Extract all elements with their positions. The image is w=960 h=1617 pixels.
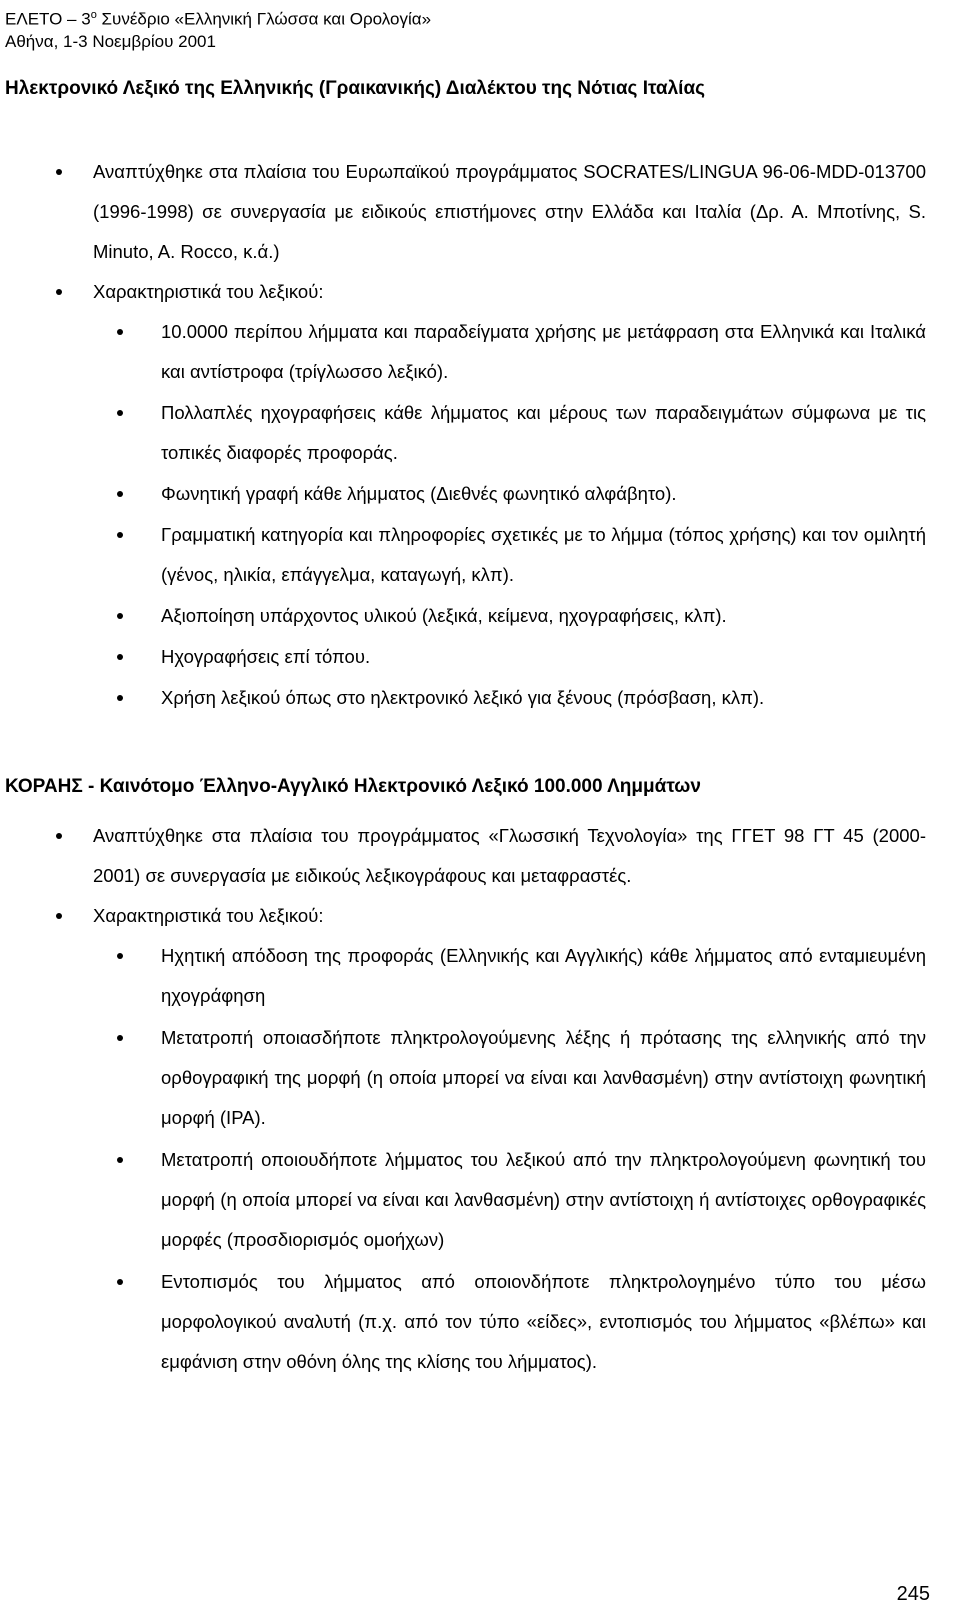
section2-features-label: Χαρακτηριστικά του λεξικού: bbox=[0, 896, 960, 936]
section1-body bbox=[0, 152, 960, 719]
page-number: 245 bbox=[896, 1583, 930, 1605]
list-item: Πολλαπλές ηχογραφήσεις κάθε λήμματος και μέρους των παραδειγμάτων σύμφωνα με τις τοπικές διαφορές προφοράς. bbox=[0, 393, 960, 473]
section1-features-label: Χαρακτηριστικά του λεξικού: bbox=[0, 272, 960, 312]
section2-intro: Αναπτύχθηκε στα πλαίσια του προγράμματος «Γλωσσική Τεχνολογία» της ΓΓΕΤ 98 ΓΤ 45 (2000-2001) σε συνεργασία με ειδικούς λεξικογράφους και μεταφραστές. bbox=[0, 816, 960, 896]
section2-features-list bbox=[0, 936, 960, 1382]
list-item: Εντοπισμός του λήμματος από οποιονδήποτε πληκτρολογημένο τύπο του μέσω μορφολογικού αναλυτή (π.χ. από τον τύπο «είδες», εντοπισμός του λήμματος «βλέπω» και εμφάνιση στην οθόνη όλης της κλίσης του λήμματος). bbox=[0, 1262, 960, 1382]
list-item: Μετατροπή οποιασδήποτε πληκτρολογούμενης λέξης ή πρότασης της ελληνικής από την ορθογραφική της μορφή (η οποία μπορεί να είναι και λανθασμένη) στην αντίστοιχη φωνητική μορφή (IPA). bbox=[0, 1018, 960, 1138]
section1-features-list bbox=[0, 312, 960, 718]
list-item: Αξιοποίηση υπάρχοντος υλικού (λεξικά, κείμενα, ηχογραφήσεις, κλπ). bbox=[0, 596, 960, 636]
conference-date: Αθήνα, 1-3 Νοεμβρίου 2001 bbox=[5, 31, 216, 51]
section1-intro: Αναπτύχθηκε στα πλαίσια του Ευρωπαϊκού προγράμματος SOCRATES/LINGUA 96-06-MDD-013700 (1996-1998) σε συνεργασία με ειδικούς επιστήμονες στην Ελλάδα και Ιταλία (Δρ. Α. Μποτίνης, S. Minuto, A. Rocco, κ.ά.) bbox=[0, 152, 960, 272]
list-item: Ηχογραφήσεις επί τόπου. bbox=[0, 637, 960, 677]
list-item: Γραμματική κατηγορία και πληροφορίες σχετικές με το λήμμα (τόπος χρήσης) και τον ομιλητή (γένος, ηλικία, επάγγελμα, καταγωγή, κλπ). bbox=[0, 515, 960, 595]
list-item: Μετατροπή οποιουδήποτε λήμματος του λεξικού από την πληκτρολογούμενη φωνητική του μορφή (η οποία μπορεί να είναι και λανθασμένη) στην αντίστοιχη ή αντίστοιχες ορθογραφικές μορφές (προσδιορισμός ομοήχων) bbox=[0, 1140, 960, 1260]
conference-line: ΕΛΕΤΟ – $3^o$ Συνέδριο «Ελληνική Γλώσσα και Ορολογία» bbox=[5, 9, 432, 29]
section1-title: Ηλεκτρονικό Λεξικό της Ελληνικής (Γραικανικής) Διαλέκτου της Νότιας Ιταλίας bbox=[5, 78, 706, 99]
page-header bbox=[5, 4, 431, 53]
list-item: 10.0000 περίπου λήμματα και παραδείγματα χρήσης με μετάφραση στα Ελληνικά και Ιταλικά και αντίστροφα (τρίγλωσσο λεξικό). bbox=[0, 312, 960, 392]
section2-body bbox=[0, 816, 960, 1384]
list-item: Ηχητική απόδοση της προφοράς (Ελληνικής και Αγγλικής) κάθε λήμματος από ενταμιευμένη ηχογράφηση bbox=[0, 936, 960, 1016]
list-item: Χρήση λεξικού όπως στο ηλεκτρονικό λεξικό για ξένους (πρόσβαση, κλπ). bbox=[0, 678, 960, 718]
section2-title: ΚΟΡΑΗΣ - Καινότομο Έλληνο-Αγγλικό Ηλεκτρονικό Λεξικό 100.000 Λημμάτων bbox=[5, 776, 701, 797]
list-item: Φωνητική γραφή κάθε λήμματος (Διεθνές φωνητικό αλφάβητο). bbox=[0, 474, 960, 514]
